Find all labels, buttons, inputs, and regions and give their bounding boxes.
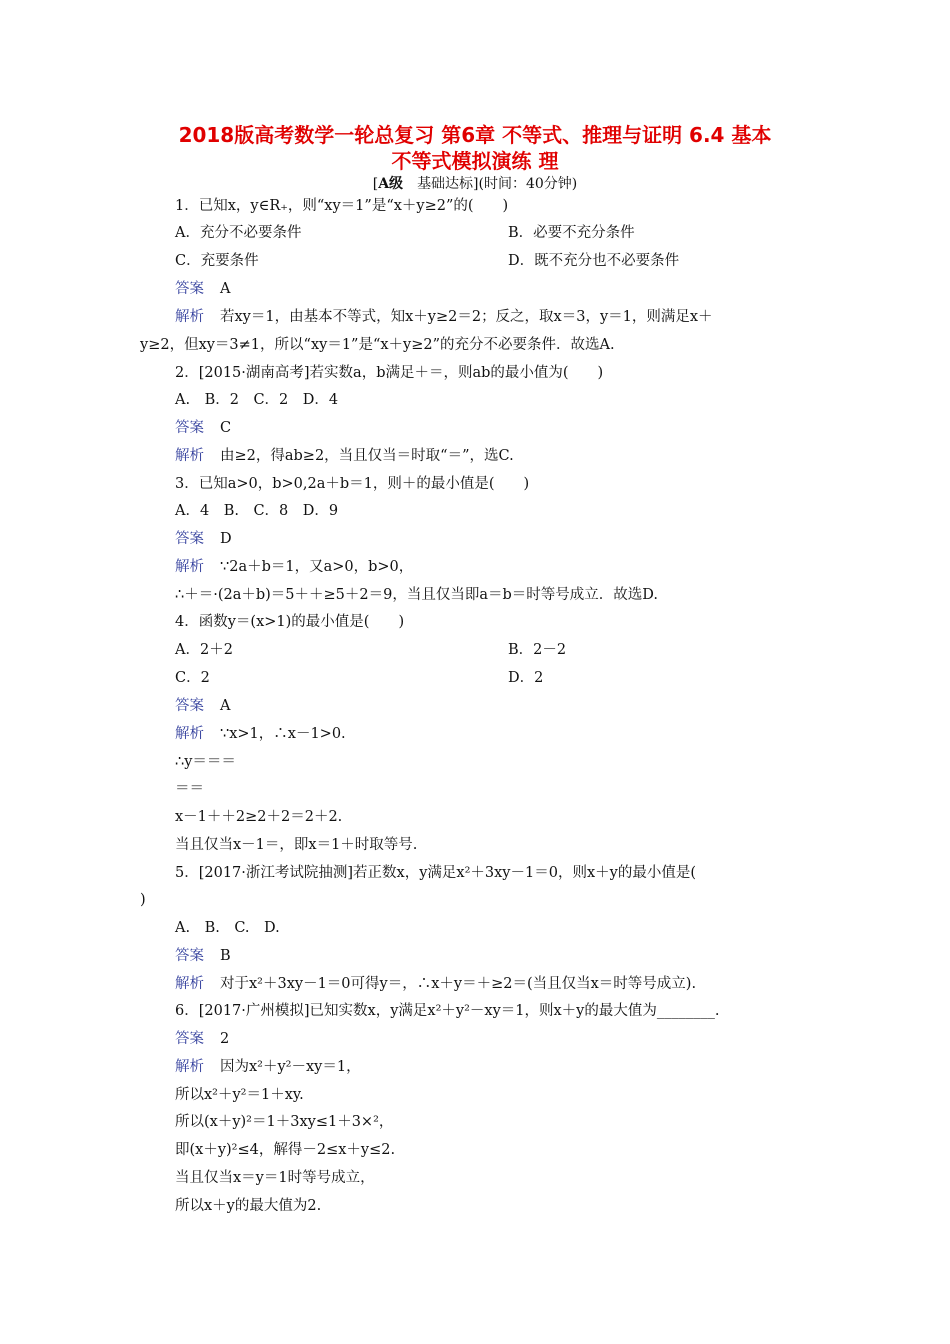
analysis-label: 解析 [175, 309, 204, 325]
q5-analysis [175, 974, 696, 994]
q6-analysis-line: 即(x＋y)²≤4，解得－2≤x＋y≤2. [175, 1142, 396, 1158]
q2-answer-value: C [220, 420, 232, 436]
q3-options: A．4 B. C．8 D．9 [175, 503, 339, 519]
analysis-label: 解析 [175, 1059, 204, 1075]
q6-analysis-line: 所以x²＋y²＝1＋xy. [175, 1087, 304, 1103]
q6-analysis-line: 当且仅当x＝y＝1时等号成立， [175, 1170, 375, 1186]
answer-label: 答案 [175, 1031, 204, 1047]
q4-option-c: C．2 [175, 670, 210, 686]
q6-analysis-text: 因为x²＋y²－xy＝1， [220, 1059, 361, 1075]
page-title [90, 122, 860, 174]
analysis-label: 解析 [175, 448, 204, 464]
q1-option-b: B．必要不充分条件 [508, 225, 635, 241]
answer-label: 答案 [175, 420, 204, 436]
analysis-label: 解析 [175, 559, 204, 575]
q6-answer [175, 1029, 229, 1049]
q5-stem-cont: ) [140, 892, 146, 908]
q5-options: A. B. C. D. [175, 920, 280, 936]
q6-answer-value: 2 [220, 1031, 230, 1047]
title-line-1: 2018版高考数学一轮总复习 第6章 不等式、推理与证明 6.4 基本 [178, 123, 772, 147]
q1-option-a: A．充分不必要条件 [175, 225, 302, 241]
q1-option-c: C．充要条件 [175, 253, 259, 269]
q6-stem: 6．[2017·广州模拟]已知实数x，y满足x²＋y²－xy＝1，则x＋y的最大值为________. [175, 1003, 720, 1019]
answer-label: 答案 [175, 281, 204, 297]
q4-analysis-line: x－1＋＋2≥2＋2＝2＋2. [175, 809, 343, 825]
q1-option-d: D．既不充分也不必要条件 [508, 253, 680, 269]
q4-option-d: D．2 [508, 670, 544, 686]
q4-option-a: A．2＋2 [175, 642, 233, 658]
q6-analysis [175, 1057, 361, 1077]
q4-answer [175, 696, 230, 716]
level-text: 基础达标](时间：40分钟) [417, 176, 578, 192]
answer-label: 答案 [175, 531, 204, 547]
q5-analysis-text: 对于x²＋3xy－1＝0可得y＝，∴x＋y＝＋≥2＝(当且仅当x＝时等号成立). [220, 976, 697, 992]
q3-analysis [175, 557, 413, 577]
q3-stem: 3．已知a>0，b>0,2a＋b＝1，则＋的最小值是( ) [175, 476, 530, 492]
q2-answer [175, 418, 231, 438]
q4-stem: 4．函数y＝(x>1)的最小值是( ) [175, 614, 405, 630]
q1-answer-value: A [220, 281, 231, 297]
q5-stem: 5．[2017·浙江考试院抽测]若正数x，y满足x²＋3xy－1＝0，则x＋y的最小值是( [175, 865, 696, 881]
q4-analysis-text: ∵x>1，∴x－1>0. [220, 726, 346, 742]
q5-answer [175, 946, 231, 966]
title-line-2: 不等式模拟演练 理 [391, 149, 559, 173]
q3-answer-value: D [220, 531, 232, 547]
q1-analysis-text: 若xy＝1，由基本不等式，知x＋y≥2＝2；反之，取x＝3，y＝1，则满足x＋ [220, 309, 713, 325]
q6-analysis-line: 所以(x＋y)²＝1＋3xy≤1＋3×²， [175, 1114, 394, 1130]
level-tag: A级 [378, 176, 404, 192]
level-header: [A级 基础达标](时间：40分钟) [372, 176, 578, 192]
q2-analysis [175, 446, 514, 466]
q5-answer-value: B [220, 948, 231, 964]
analysis-label: 解析 [175, 726, 204, 742]
q4-analysis-line: ∴y＝＝＝ [175, 754, 236, 770]
answer-label: 答案 [175, 948, 204, 964]
q4-answer-value: A [220, 698, 231, 714]
analysis-label: 解析 [175, 976, 204, 992]
q3-analysis-text: ∵2a＋b＝1，又a>0，b>0， [220, 559, 414, 575]
q1-analysis-cont: y≥2，但xy＝3≠1，所以“xy＝1”是“x＋y≥2”的充分不必要条件．故选A. [140, 337, 615, 353]
q4-analysis-line: ＝＝ [175, 781, 204, 797]
q2-analysis-text: 由≥2，得ab≥2，当且仅当＝时取“＝”，选C. [220, 448, 514, 464]
q4-analysis-line: 当且仅当x－1＝，即x＝1＋时取等号. [175, 837, 418, 853]
q1-stem: 1．已知x，y∈R₊，则“xy＝1”是“x＋y≥2”的( ) [175, 198, 509, 214]
q6-analysis-line: 所以x＋y的最大值为2. [175, 1198, 322, 1214]
q3-answer [175, 529, 232, 549]
q4-analysis [175, 724, 346, 744]
q1-analysis [175, 307, 713, 327]
q3-analysis-line: ∴＋＝·(2a＋b)＝5＋＋≥5＋2＝9，当且仅当即a＝b＝时等号成立．故选D. [175, 587, 658, 603]
q2-stem: 2．[2015·湖南高考]若实数a，b满足＋＝，则ab的最小值为( ) [175, 365, 604, 381]
q1-answer [175, 279, 230, 299]
answer-label: 答案 [175, 698, 204, 714]
q2-options: A. B．2 C．2 D．4 [175, 392, 339, 408]
q4-option-b: B．2－2 [508, 642, 567, 658]
